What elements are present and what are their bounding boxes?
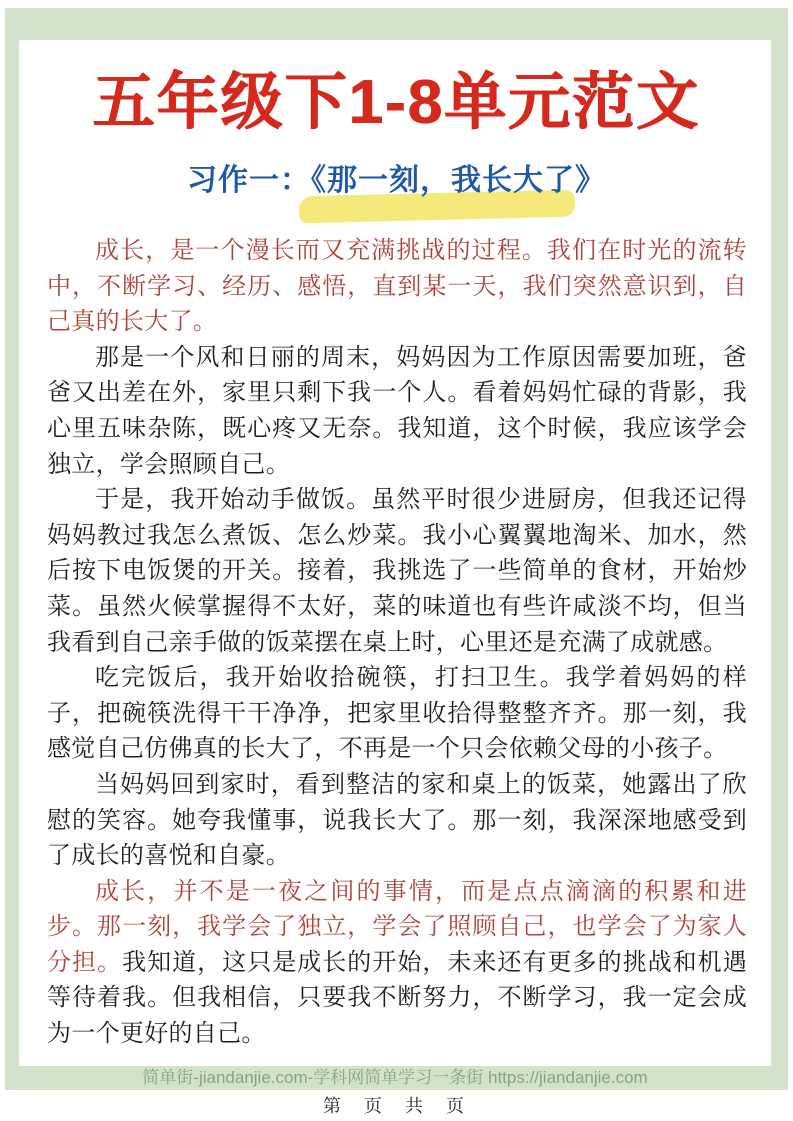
page-title: 五年级下1-8单元范文 [92, 68, 701, 137]
essay-paragraph: 于是，我开始动手做饭。虽然平时很少进厨房，但我还记得妈妈教过我怎么煮饭、怎么炒菜。我小心翼翼地淘米、加水，然后按下电饭煲的开关。接着，我挑选了一些简单的食材，开始炒菜。虽然火候掌握得不太好，菜的味道也有些许咸淡不均，但当我看到自己亲手做的饭菜摆在桌上时，心里还是充满了成就感。 [47, 486, 747, 656]
essay-paragraph: 吃完饭后，我开始收拾碗筷，打扫卫生。我学着妈妈的样子，把碗筷洗得干干净净，把家里收拾得整整齐齐。那一刻，我感觉自己仿佛真的长大了，不再是一个只会依赖父母的小孩子。 [47, 664, 747, 763]
essay-subtitle: 习作一：《那一刻，我长大了》 [187, 164, 606, 197]
subtitle-row [0, 155, 793, 230]
conclusion-black-span: 我知道，这只是成长的开始，未来还有更多的挑战和机遇等待着我。但我相信，只要我不断努力，不断学习，我一定会成为一个更好的自己。 [47, 948, 747, 1048]
essay-paragraph-conclusion [47, 874, 747, 1052]
page-number-label: 第 页 共 页 [322, 1096, 470, 1116]
essay-body [47, 233, 747, 1052]
conclusion-red-span: 成长，并不是一夜之间的事情，而是点点滴滴的积累和进步。那一刻，我学会了独立，学会了照顾自己，也学会了为家人分担。 [47, 877, 747, 976]
essay-paragraph: 那是一个风和日丽的周末，妈妈因为工作原因需要加班，爸爸又出差在外，家里只剩下我一个人。看着妈妈忙碌的背影，我心里五味杂陈，既心疼又无奈。我知道，这个时候，我应该学会独立，学会照顾自己。 [47, 343, 747, 478]
essay-paragraph-intro: 成长，是一个漫长而又充满挑战的过程。我们在时光的流转中，不断学习、经历、感悟，直到某一天，我们突然意识到，自己真的长大了。 [47, 237, 747, 336]
essay-paragraph: 当妈妈回到家时，看到整洁的家和桌上的饭菜，她露出了欣慰的笑容。她夸我懂事，说我长大了。那一刻，我深深地感受到了成长的喜悦和自豪。 [47, 770, 747, 870]
attribution-bar: 简单街-jiandanjie.com-学科网简单学习一条街 https://jiandanjie.com [142, 1068, 648, 1087]
